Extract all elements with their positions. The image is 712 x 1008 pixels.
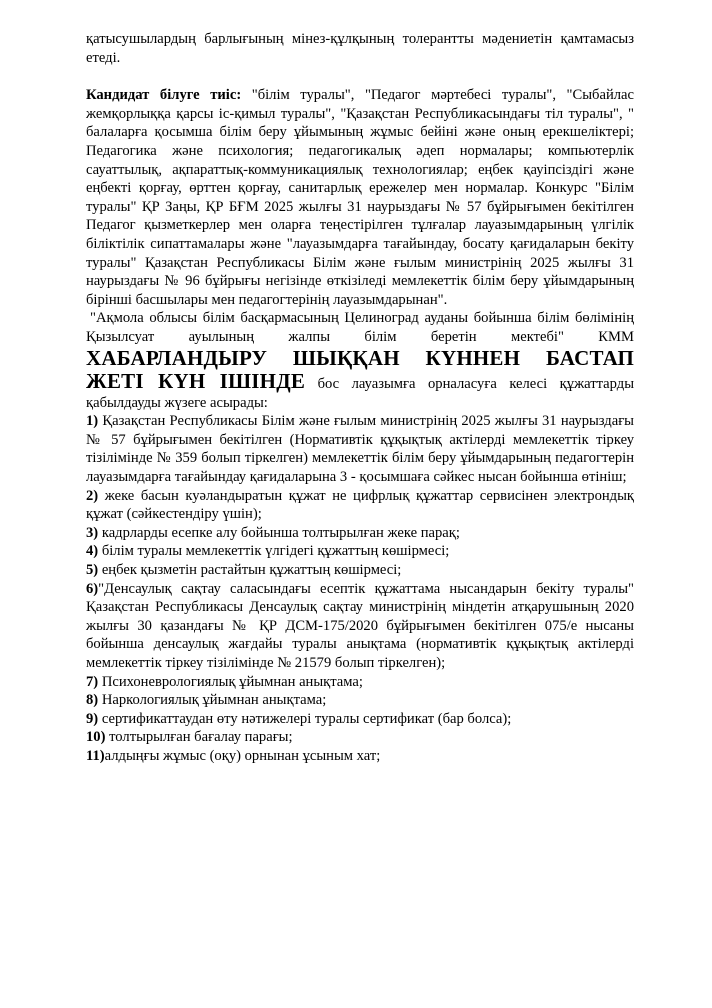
- list-item-text: білім туралы мемлекеттік үлгідегі құжаттың көшірмесі;: [98, 543, 450, 560]
- list-item: [86, 580, 634, 673]
- candidate-requirements-paragraph: [86, 86, 634, 309]
- list-item-text: кадрларды есепке алу бойынша толтырылған жеке парақ;: [98, 524, 460, 541]
- list-item-text: Психоневрологиялық ұйымнан анықтама;: [98, 673, 363, 690]
- list-item-number: 9): [86, 710, 99, 727]
- list-item: [86, 747, 634, 766]
- candidate-label: Кандидат білуге тиіс:: [86, 87, 242, 104]
- candidate-text: "білім туралы", "Педагог мәртебесі туралы", "Сыбайлас жемқорлыққа қарсы іс-қимыл туралы", "Қазақстан Республикасындағы тіл туралы", " балаларға қосымша білім беру ұйымының жұмыс бейіні және оның ерекшеліктері; Педагогика және психология; педагогикалық әдеп нормалары; компьютерлік сауаттылық, ақпараттық-коммуникациялық технологиялар; еңбек қауіпсіздігі және еңбекті қорғау, өрттен қорғау, санитарлық ережелер мен нормалар. Конкурс "Білім туралы" ҚР Заңы, ҚР БҒМ 2025 жылғы 31 наурыздағы № 57 бұйрығымен бекітілген Педагог қызметкерлер мен оларға теңестірілген тұлғалар лауазымдарының үлгілік біліктілік сипаттамалары және "лауазымдарға тағайындау, босату қағидаларын бекіту туралы" Қазақстан Республикасы Білім және ғылым министрінің 2025 жылғы 31 наурыздағы № 96 бұйрығы негізінде өткізіледі мемлекеттік білім беру ұйымдарының бірінші басшылары мен педагогтерінің лауазымдарынан".: [86, 87, 634, 308]
- list-item-number: 11): [86, 747, 105, 764]
- list-item-number: 1): [86, 413, 99, 430]
- list-item: [86, 561, 634, 580]
- list-item: [86, 412, 634, 486]
- list-item-number: 4): [86, 543, 99, 560]
- list-item-text: еңбек қызметін растайтын құжаттың көшірмесі;: [98, 562, 402, 579]
- list-item-text: толтырылған бағалау парағы;: [105, 729, 293, 746]
- list-item-number: 3): [86, 524, 99, 541]
- list-item-text: сертификаттаудан өту нәтижелері туралы сертификат (бар болса);: [98, 710, 512, 727]
- list-item-text: "Денсаулық сақтау саласындағы есептік құжаттама нысандарын бекіту туралы" Қазақстан Республикасы Денсаулық сақтау министрінің міндетін атқарушының 2020 жылғы 30 қазандағы № ҚР ДСМ-175/2020 бұйрығымен бекітілген 075/е нысаны бойынша денсаулық жағдайы туралы анықтама (нормативтік құқықтық актілерді мемлекеттік тіркеу тізілімінде № 21579 болып тіркелген);: [86, 580, 634, 671]
- paragraph-gap: [86, 67, 634, 86]
- list-item-number: 6): [86, 580, 99, 597]
- list-item: [86, 710, 634, 729]
- list-item: [86, 691, 634, 710]
- list-item: [86, 542, 634, 561]
- list-item: [86, 487, 634, 524]
- list-item: [86, 673, 634, 692]
- announcement-text: бос лауазымға орналасуға келесі құжаттарды қабылдауды жүзеге асырады:: [86, 376, 634, 411]
- list-item: [86, 728, 634, 747]
- list-item-number: 8): [86, 692, 99, 709]
- list-item-number: 2): [86, 487, 99, 504]
- intro-tail-paragraph: қатысушылардың барлығының мінез-құлқының толерантты мәдениетін қамтамасыз етеді.: [86, 31, 634, 66]
- document-page: [86, 30, 634, 766]
- list-item-number: 5): [86, 562, 99, 579]
- announcement-paragraph: [86, 309, 634, 412]
- list-item-number: 7): [86, 673, 99, 690]
- list-item-text: алдыңғы жұмыс (оқу) орнынан ұсыным хат;: [104, 747, 381, 764]
- organization-name: "Ақмола облысы білім басқармасының Целиноград ауданы бойынша білім бөлімінің Қызылсуат ауылының жалпы білім беретін мектебі" КММ: [86, 310, 634, 345]
- documents-list: [86, 412, 634, 765]
- list-item-number: 10): [86, 729, 106, 746]
- list-item: [86, 524, 634, 543]
- list-item-text: Қазақстан Республикасы Білім және ғылым министрінің 2025 жылғы 31 наурыздағы № 57 бұйрығымен бекітілген (Нормативтік құқықтық актілерді мемлекеттік тіркеу тізілімінде № 359 болып тіркелген) мемлекеттік білім беру ұйымдарының педагогтерін лауазымдарға тағайындау қағидаларына 3 - қосымшаға сәйкес нысан бойынша өтініш;: [86, 413, 634, 486]
- list-item-text: жеке басын куәландыратын құжат не цифрлық құжаттар сервисінен электрондық құжат (сәйкестендіру үшін);: [86, 487, 634, 523]
- list-item-text: Наркологиялық ұйымнан анықтама;: [98, 692, 327, 709]
- announcement-heading: ХАБАРЛАНДЫРУ ШЫҚҚАН КҮННЕН БАСТАП ЖЕТІ КҮН ІШІНДЕ: [86, 345, 634, 394]
